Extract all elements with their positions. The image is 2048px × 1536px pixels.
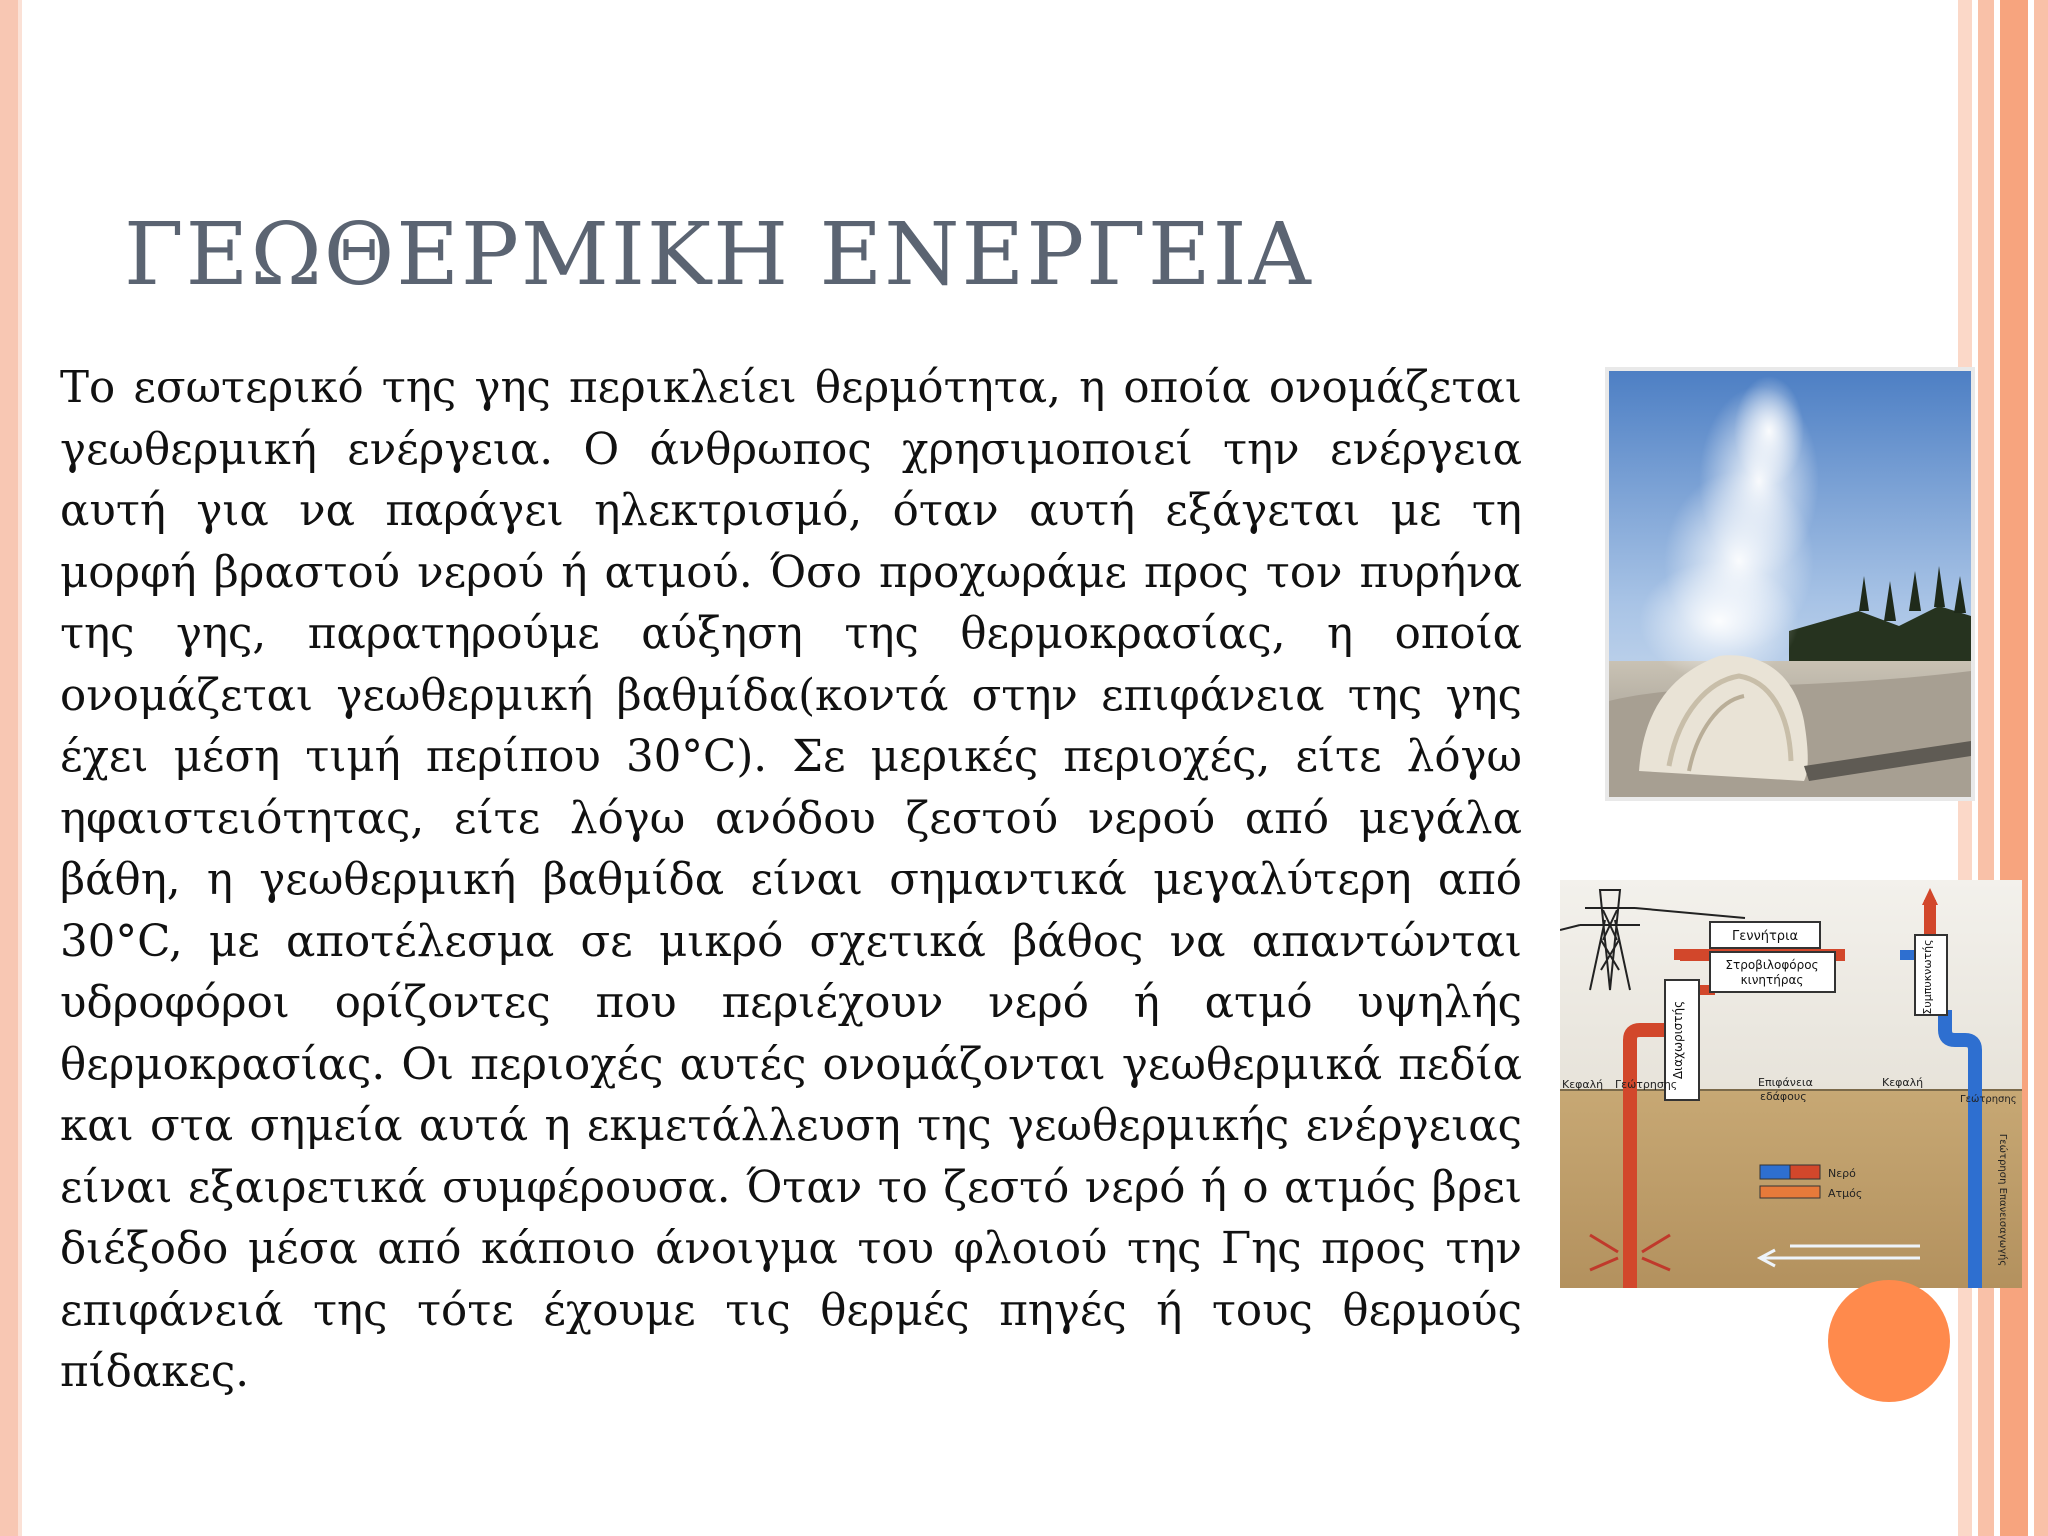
surface-label-line2: εδάφους: [1760, 1090, 1807, 1103]
reinjection-label: Γεώτρηση Επανεισαγωγής: [1997, 1133, 2008, 1267]
drilling-right-label: Γεώτρησης: [1960, 1094, 2017, 1105]
geyser-photo: [1605, 367, 1975, 801]
surface-label-line1: Επιφάνεια: [1758, 1076, 1813, 1089]
drilling-label: Γεώτρησης: [1615, 1078, 1678, 1091]
condenser-label: Συμπυκνωτής: [1921, 939, 1934, 1015]
turbine-label-line2: κινητήρας: [1740, 973, 1804, 987]
geothermal-plant-diagram: [1560, 880, 2022, 1288]
wellhead-right-label: Κεφαλή: [1882, 1076, 1924, 1089]
body-paragraph: Το εσωτερικό της γης περικλείει θερμότητα, η οποία ονομάζεται γεωθερμική ενέργεια. Ο άνθρωπος χρησιμοποιεί την ενέργεια αυτή για να παράγει ηλεκτρισμό, όταν αυτή εξάγεται με τη μορφή βραστού νερού ή ατμού. Όσο προχωράμε προς τον πυρήνα της γης, παρατηρούμε αύξηση της θερμοκρασίας, η οποία ονομάζεται γεωθερμική βαθμίδα(κοντά στην επιφάνεια της γης έχει μέση τιμή περίπου 30°C). Σε μερικές περιοχές, είτε λόγω ηφαιστειότητας, είτε λόγω ανόδου ζεστού νερού από μεγάλα βάθη, η γεωθερμική βαθμίδα είναι σημαντικά μεγαλύτερη από 30°C, με αποτέλεσμα σε μικρό σχετικά βάθος να απαντώνται υδροφόροι ορίζοντες που περιέχουν νερό ή ατμό υψηλής θερμοκρασίας. Οι περιοχές αυτές ονομάζονται γεωθερμικά πεδία και στα σημεία αυτά η εκμετάλλευση της γεωθερμικής ενέργειας είναι εξαιρετικά συμφέρουσα. Όταν το ζεστό νερό ή ο ατμός βρει διέξοδο μέσα από κάποιο άνοιγμα του φλοιού της Γης προς την επιφάνειά της τότε έχουμε τις θερμές πηγές ή τους θερμούς πίδακες.: [60, 363, 1522, 1397]
turbine-label-line1: Στροβιλοφόρος: [1725, 958, 1819, 972]
left-border-strip: [0, 0, 22, 1536]
accent-circle: [1828, 1280, 1950, 1402]
legend-steam-label: Ατμός: [1828, 1187, 1863, 1200]
separator-label: Διαχωριστής: [1671, 1000, 1685, 1080]
slide-title: ΓΕΩΘΕΡΜΙΚΗ ΕΝΕΡΓΕΙΑ: [124, 205, 1313, 305]
wellhead-left-label: Κεφαλή: [1562, 1078, 1604, 1091]
generator-label: Γεννήτρια: [1731, 929, 1799, 944]
legend-water-label: Νερό: [1828, 1167, 1856, 1180]
